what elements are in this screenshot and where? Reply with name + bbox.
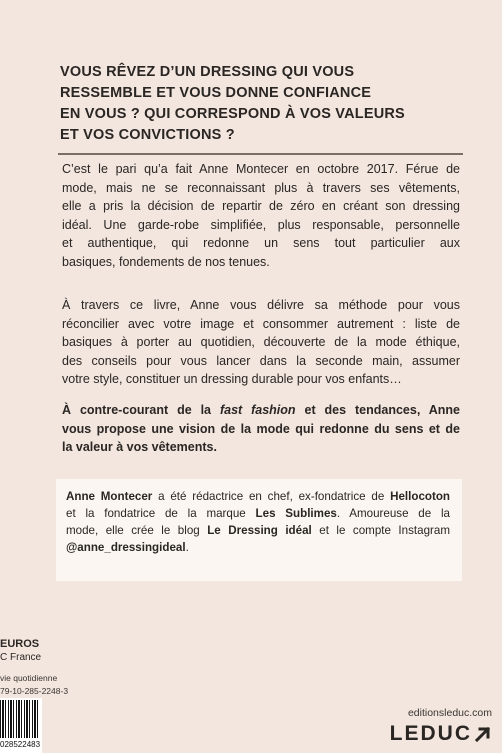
text-line: réconcilier avec votre image et consommer autrement : liste de xyxy=(62,316,460,331)
blog-name: Le Dressing idéal xyxy=(207,524,312,537)
text-line: la valeur à vos vêtements. xyxy=(62,440,217,455)
isbn-number: 79-10-285-2248-3 xyxy=(0,686,69,696)
paragraph-method xyxy=(62,296,460,389)
instagram-handle: @anne_dressingideal xyxy=(66,541,186,554)
text-line: mode, mais ne se reconnaissant plus à travers ses vêtements, xyxy=(62,180,460,195)
barcode-number: 028522483 xyxy=(0,740,41,749)
publisher-website: editionsleduc.com xyxy=(407,707,492,719)
text-segment: et des tendances, Anne xyxy=(295,403,461,417)
category-label: vie quotidienne xyxy=(0,673,58,683)
text-line: À travers ce livre, Anne vous délivre sa méthode pour vous xyxy=(62,298,460,312)
text-line xyxy=(62,401,460,420)
text-line: basiques, fondements de nos tenues. xyxy=(62,254,270,269)
bio-line xyxy=(66,488,450,505)
text-line: des conseils pour vous lancer dans la seconde main, assumer xyxy=(62,353,460,368)
text-line: votre style, constituer un dressing durable pour vos enfants… xyxy=(62,372,402,387)
headline xyxy=(60,62,460,146)
headline-line: VOUS RÊVEZ D’UN DRESSING QUI VOUS xyxy=(60,64,355,80)
paragraph-conclusion xyxy=(62,401,460,457)
bio-text: . xyxy=(185,541,189,554)
bio-text: et la fondatrice de la marque xyxy=(66,507,256,520)
text-line: idéal. Une garde-robe simplifiée, plus responsable, personnelle xyxy=(62,217,460,232)
headline-line: EN VOUS ? QUI CORRESPOND À VOS VALEURS xyxy=(60,106,405,122)
bio-text: et le compte Instagram xyxy=(311,524,450,537)
bio-text: . Amoureuse de la xyxy=(336,507,450,520)
text-line: vous propose une vision de la mode qui redonne du sens et de xyxy=(62,421,460,436)
bio-line xyxy=(66,522,450,539)
author-bio xyxy=(66,488,450,556)
text-line: basiques à porter au quotidien, découverte de la mode éthique, xyxy=(62,335,460,350)
bio-text: mode, elle crée le blog xyxy=(66,524,208,537)
author-name: Anne Montecer xyxy=(66,490,153,503)
brand-name: Les Sublimes xyxy=(255,507,337,520)
publisher-logo xyxy=(390,722,492,746)
divider xyxy=(58,153,463,155)
headline-line: RESSEMBLE ET VOUS DONNE CONFIANCE xyxy=(60,85,372,101)
text-segment: À contre-courant de la xyxy=(62,403,220,417)
text-line: C’est le pari qu’a fait Anne Montecer en octobre 2017. Férue de xyxy=(62,162,460,176)
hellocoton-name: Hellocoton xyxy=(390,490,451,503)
fast-fashion-phrase: fast fashion xyxy=(219,403,296,417)
text-line: elle a pris la décision de repartir de zéro en créant son dressing xyxy=(62,199,460,214)
price-label: EUROS xyxy=(0,638,40,650)
paragraph-intro xyxy=(62,160,460,272)
text-line: et authentique, qui redonne un sens tout particulier aux xyxy=(62,236,460,251)
logo-text: LEDUC xyxy=(389,722,472,745)
arrow-up-right-icon xyxy=(474,725,492,743)
bio-line xyxy=(66,539,450,556)
headline-line: ET VOS CONVICTIONS ? xyxy=(60,127,235,143)
price-country: C France xyxy=(0,652,42,663)
barcode-icon xyxy=(0,700,38,738)
bio-text: a été rédactrice en chef, ex-fondatrice de xyxy=(152,490,391,503)
bio-line xyxy=(66,505,450,522)
